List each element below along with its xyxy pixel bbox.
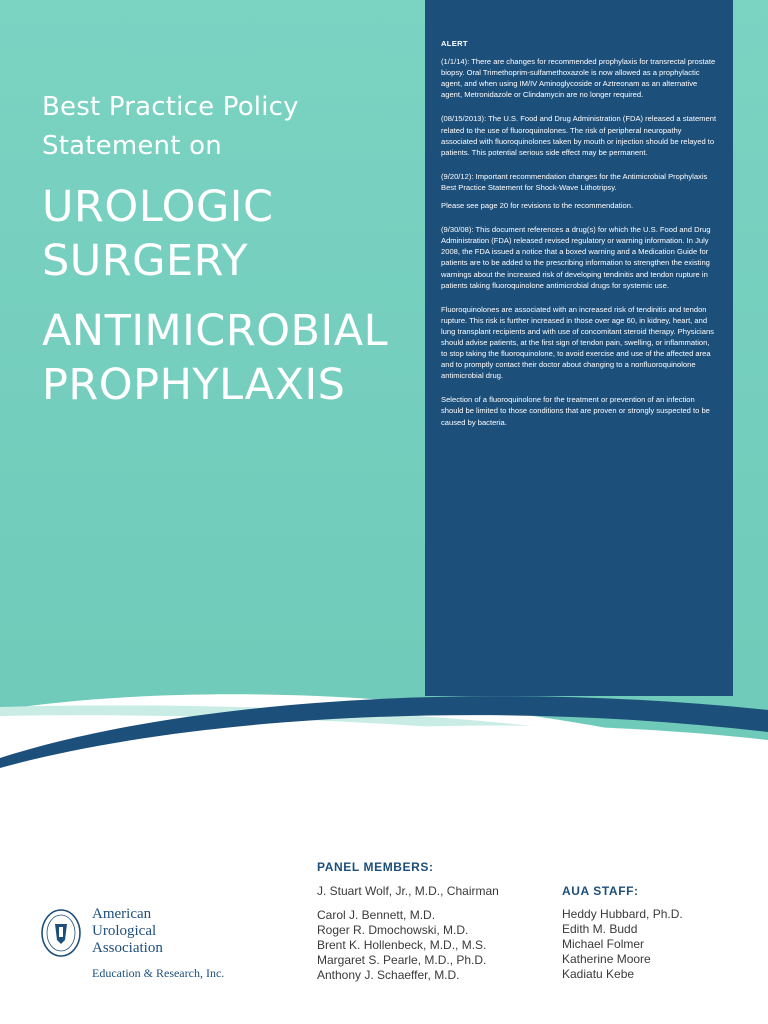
panel-members-heading: PANEL MEMBERS: [317, 860, 434, 874]
staff-member: Kadiatu Kebe [562, 967, 635, 981]
aua-staff-heading: AUA STAFF: [562, 884, 639, 898]
alert-paragraph-page20: Please see page 20 for revisions to the recommendation. [441, 201, 634, 211]
aua-subtitle: Education & Research, Inc. [92, 966, 225, 980]
cover-subtitle-line1: Best Practice Policy [42, 92, 299, 122]
aua-name-line1: American [92, 906, 152, 922]
panel-member: Brent K. Hollenbeck, M.D., M.S. [317, 938, 487, 952]
title-line-surgery: SURGERY [42, 236, 249, 286]
panel-chairman: J. Stuart Wolf, Jr., M.D., Chairman [317, 884, 499, 898]
panel-members [317, 860, 499, 983]
alert-heading: ALERT [441, 39, 468, 48]
alert-paragraph-2013: (08/15/2013): The U.S. Food and Drug Administration (FDA) released a statement related to the use of fluoroquinolones. The risk of peripheral neuropathy associated with fluoroquinolones taken by mouth or injection should be relayed to patients. This potential serious side effect may be permanent. [441, 114, 717, 157]
staff-member: Heddy Hubbard, Ph.D. [562, 907, 683, 921]
staff-member: Katherine Moore [562, 952, 651, 966]
panel-member: Margaret S. Pearle, M.D., Ph.D. [317, 953, 487, 967]
aua-seal-icon [40, 908, 82, 958]
cover-title-urologic-surgery [42, 180, 274, 288]
panel-member: Carol J. Bennett, M.D. [317, 908, 436, 922]
cover-title-antimicrobial-prophylaxis [42, 304, 388, 412]
panel-member: Roger R. Dmochowski, M.D. [317, 923, 469, 937]
alert-paragraph-2008: (9/30/08): This document references a drug(s) for which the U.S. Food and Drug Administration (FDA) released revised regulatory or warning information. In July 2008, the FDA issued a notice that a boxed warning and a Medication Guide for patients are to be added to the prescribing information to strengthen the existing warnings about the increased risk of developing tendinitis and tendon rupture in patients taking fluoroquinolone antimicrobial drugs for systemic use. [441, 225, 711, 290]
alert-paragraph-2012: (9/20/12): Important recommendation changes for the Antimicrobial Prophylaxis Best Practice Statement for Shock-Wave Lithotripsy. [441, 171, 708, 192]
cover-swoosh [0, 640, 768, 840]
alert-paragraph-fluoroquinolones: Fluoroquinolones are associated with an increased risk of tendinitis and tendon rupture. This risk is further increased in those over age 60, in kidney, heart, and lung transplant recipients and with use of concomitant steroid therapy. Physicians should advise patients, at the first sign of tendon pain, swelling, or inflammation, to stop taking the fluoroquinolone, to avoid exercise and use of the affected area and to promptly contact their doctor about changing to a nonfluoroquinolone antimicrobial drug. [441, 304, 714, 381]
alert-paragraph-selection: Selection of a fluoroquinolone for the treatment or prevention of an infection should be limited to those conditions that are proven or strongly suspected to be caused by bacteria. [441, 395, 710, 427]
alert-box [425, 0, 733, 696]
cover-subtitle-line2: Statement on [42, 131, 222, 161]
staff-member: Edith M. Budd [562, 922, 638, 936]
cover-subtitle [42, 88, 299, 166]
aua-staff [562, 884, 683, 982]
panel-member: Anthony J. Schaeffer, M.D. [317, 968, 460, 982]
alert-paragraph-2014: (1/1/14): There are changes for recommended prophylaxis for transrectal prostate biopsy. Oral Trimethoprim-sulfamethoxazole is now allowed as a prophylactic agent, and when using IM/IV Aminoglycoside or Aztreonam as an alternative agent, Metronidazole or Clindamycin are no longer required. [441, 57, 716, 100]
title-line-prophylaxis: PROPHYLAXIS [42, 360, 346, 410]
aua-name-line2: Urological [92, 923, 157, 939]
aua-name-line3: Association [92, 940, 163, 956]
title-line-urologic: UROLOGIC [42, 182, 274, 232]
title-line-antimicrobial: ANTIMICROBIAL [42, 306, 389, 356]
aua-name [92, 906, 163, 957]
staff-member: Michael Folmer [562, 937, 645, 951]
cover-title-block [42, 88, 389, 410]
